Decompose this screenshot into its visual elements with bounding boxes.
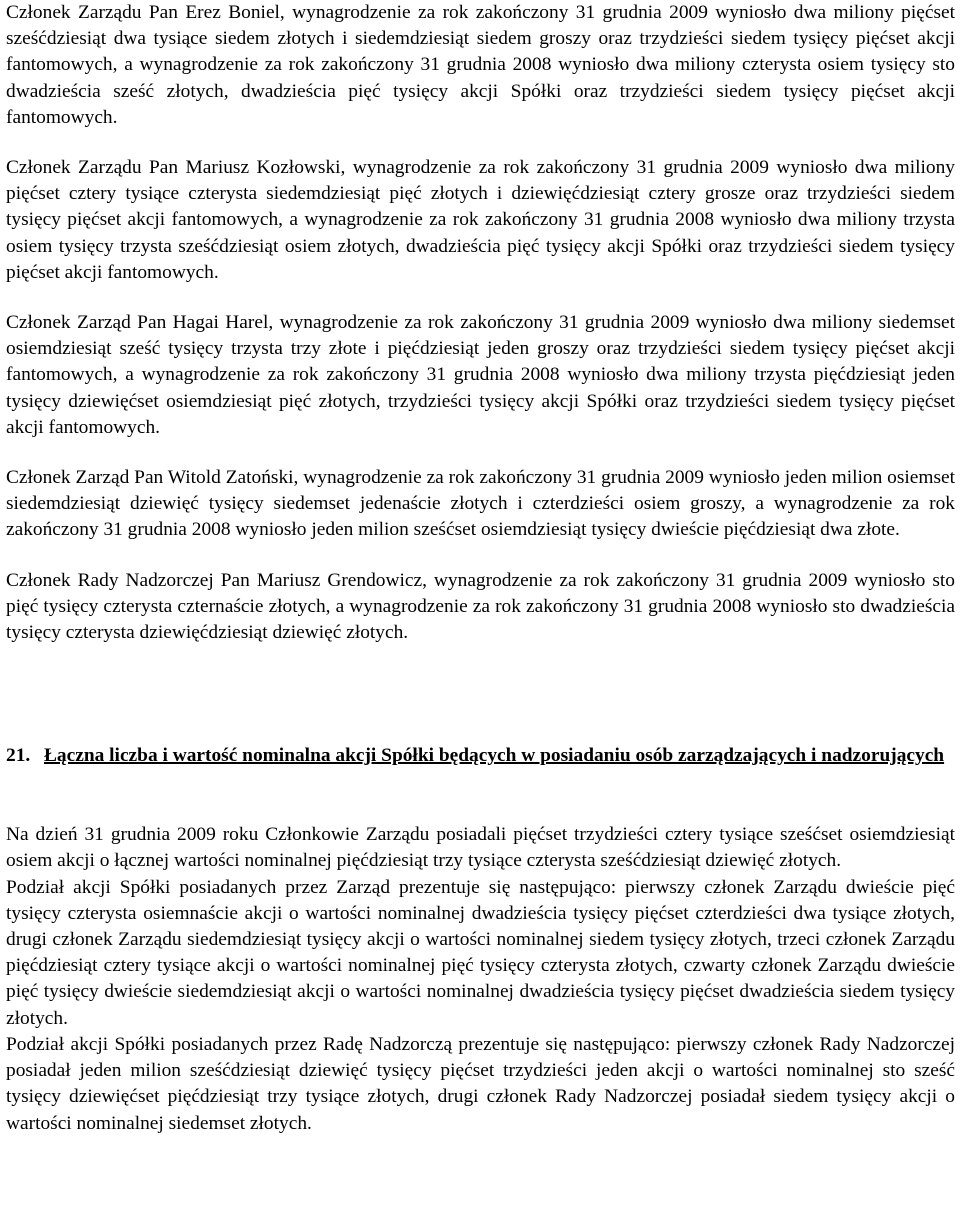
section-title: Łączna liczba i wartość nominalna akcji Spółki będących w posiadaniu osób zarządzających i nadzorujących [44, 745, 945, 767]
paragraph-mariusz-kozlowski: Członek Zarządu Pan Mariusz Kozłowski, wynagrodzenie za rok zakończony 31 grudnia 2009 wyniosło dwa miliony pięćset cztery tysiące czterysta siedemdziesiąt pięć złotych i dziewięćdziesiąt cztery grosze oraz trzydzieści siedem tysięcy pięćset akcji fantomowych, a wynagrodzenie za rok zakończony 31 grudnia 2008 wyniosło dwa miliony trzysta osiem tysięcy trzysta sześćdziesiąt osiem złotych, dwadzieścia pięć tysięcy akcji Spółki oraz trzydzieści siedem tysięcy pięćset akcji fantomowych. [6, 157, 955, 283]
section-number: 21. [6, 745, 31, 767]
paragraph-erez-boniel: Członek Zarządu Pan Erez Boniel, wynagrodzenie za rok zakończony 31 grudnia 2009 wyniosło dwa miliony pięćset sześćdziesiąt dwa tysiące siedem złotych i siedemdziesiąt siedem groszy oraz trzydzieści siedem tysięcy pięćset akcji fantomowych, a wynagrodzenie za rok zakończony 31 grudnia 2008 wyniosło dwa miliony czterysta osiem tysięcy sto dwadzieścia sześć złotych, dwadzieścia pięć tysięcy akcji Spółki oraz trzydzieści siedem tysięcy pięćset akcji fantomowych. [6, 2, 955, 128]
paragraph-hagai-harel: Członek Zarząd Pan Hagai Harel, wynagrodzenie za rok zakończony 31 grudnia 2009 wyniosło dwa miliony siedemset osiemdziesiąt sześć tysięcy trzysta trzy złote i pięćdziesiąt jeden groszy oraz trzydzieści siedem tysięcy pięćset akcji fantomowych, a wynagrodzenie za rok zakończony 31 grudnia 2008 wyniosło dwa miliony trzysta pięćdziesiąt jeden tysięcy dziewięćset osiemdziesiąt pięć złotych, trzydzieści tysięcy akcji Spółki oraz trzydzieści siedem tysięcy pięćset akcji fantomowych. [6, 312, 955, 438]
paragraph-supervisory-shares-split: Podział akcji Spółki posiadanych przez Radę Nadzorczą prezentuje się następująco: pierwszy członek Rady Nadzorczej posiadał jeden milion sześćdziesiąt dziewięć tysięcy pięćset trzydzieści jeden akcji o wartości nominalnej sto sześć tysięcy dziewięćset pięćdziesiąt trzy tysiące złotych, drugi członek Rady Nadzorczej posiadał siedem tysięcy akcji o wartości nominalnej siedemset złotych. [6, 1033, 955, 1134]
paragraph-witold-zatonski: Członek Zarząd Pan Witold Zatoński, wynagrodzenie za rok zakończony 31 grudnia 2009 wyniosło jeden milion osiemset siedemdziesiąt dziewięć tysięcy siedemset jedenaście złotych i czterdzieści osiem groszy, a wynagrodzenie za rok zakończony 31 grudnia 2008 wyniosło jeden milion sześćset osiemdziesiąt tysięcy dwieście pięćdziesiąt dwa złote. [6, 467, 955, 541]
paragraph-board-shares-total: Na dzień 31 grudnia 2009 roku Członkowie Zarządu posiadali pięćset trzydzieści cztery tysiące sześćset osiemdziesiąt osiem akcji o łącznej wartości nominalnej pięćdziesiąt trzy tysiące czterysta sześćdziesiąt dziewięć złotych. [6, 824, 955, 872]
section-heading [6, 743, 955, 769]
paragraph-board-shares-split: Podział akcji Spółki posiadanych przez Zarząd prezentuje się następująco: pierwszy członek Zarządu dwieście pięć tysięcy czterysta osiemnaście akcji o wartości nominalnej dwadzieścia tysięcy pięćset czterdzieści dwa tysiące złotych, drugi członek Zarządu siedemdziesiąt tysięcy akcji o wartości nominalnej siedem tysięcy złotych, trzeci członek Zarządu pięćdziesiąt cztery tysiące akcji o wartości nominalnej pięć tysięcy czterysta złotych, czwarty członek Zarządu dwieście pięć tysięcy dwieście siedemdziesiąt akcji o wartości nominalnej dwadzieścia tysięcy pięćset dwadzieścia siedem tysięcy złotych. [6, 876, 955, 1029]
paragraph-mariusz-grendowicz: Członek Rady Nadzorczej Pan Mariusz Grendowicz, wynagrodzenie za rok zakończony 31 grudnia 2009 wyniosło sto pięć tysięcy czterysta czternaście złotych, a wynagrodzenie za rok zakończony 31 grudnia 2008 wyniosło sto dwadzieścia tysięcy czterysta dziewięćdziesiąt dziewięć złotych. [6, 569, 955, 644]
